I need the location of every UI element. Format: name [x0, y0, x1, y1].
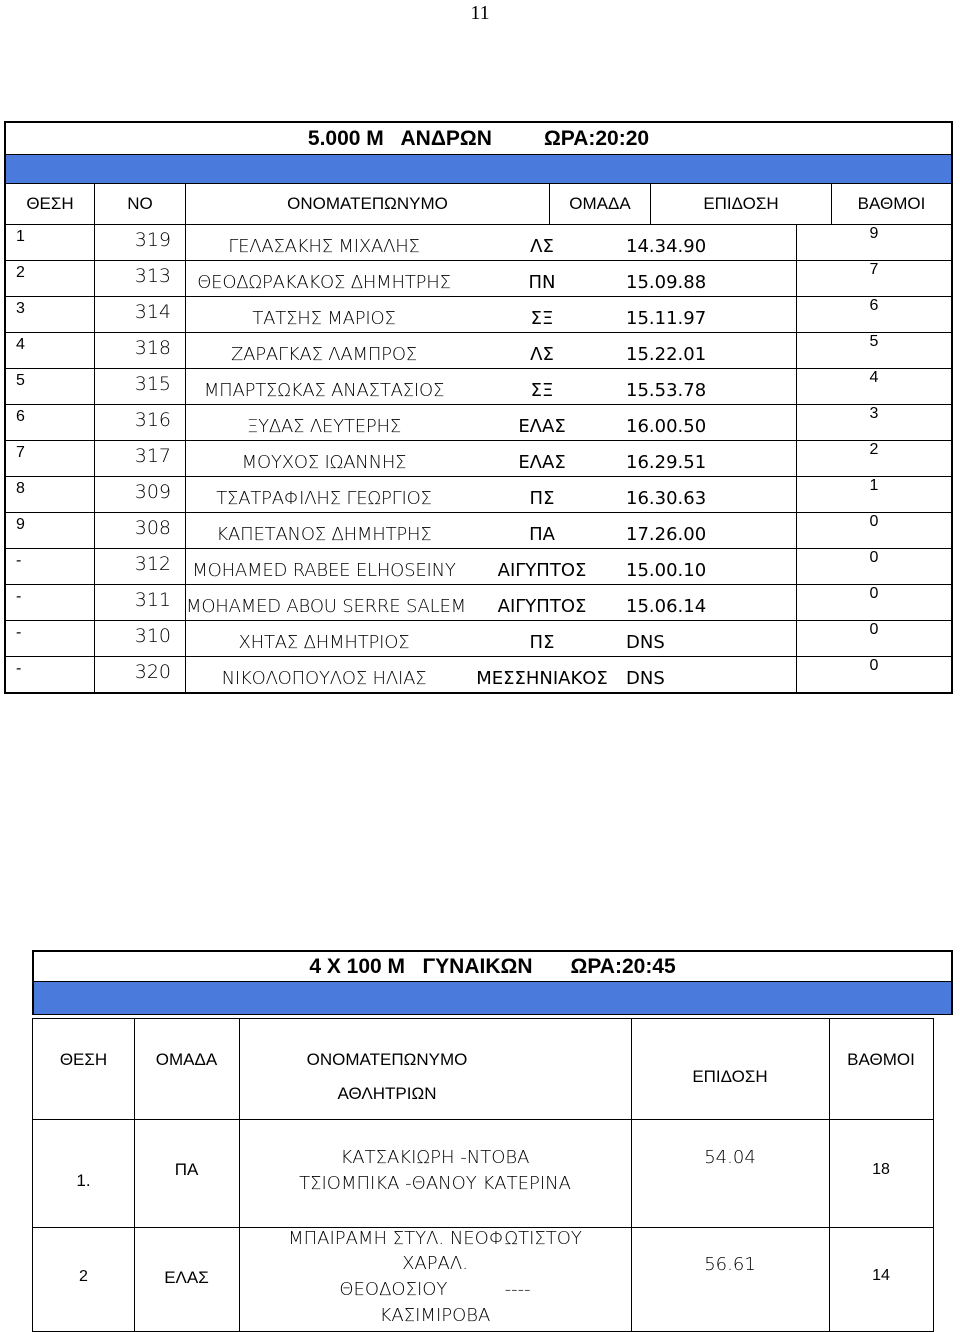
team-cell [462, 261, 622, 296]
header-name: ΟΝΟΜΑΤΕΠΩΝΥΜΟ [186, 184, 550, 224]
points-text: 6 [869, 297, 879, 314]
position-cell [6, 297, 95, 332]
relay-athletes-line: ΧΑΡΑΛ. [402, 1253, 468, 1274]
header-team: ΟΜΑΔΑ [550, 184, 651, 224]
header-number: ΝΟ [95, 184, 186, 224]
performance-cell [622, 549, 796, 584]
relay-team: ΠΑ [174, 1160, 199, 1179]
bib-number-cell [95, 549, 186, 584]
header-performance: ΕΠΙΔΟΣΗ [651, 184, 832, 224]
performance-cell [622, 225, 796, 260]
athlete-name-text: ΞΥΔΑΣ ΛΕΥΤΕΡΗΣ [246, 416, 402, 437]
performance-text: 16.30.63 [626, 488, 707, 509]
relay-row [33, 1119, 933, 1228]
position-cell [6, 549, 95, 584]
performance-cell [622, 333, 796, 368]
relay-header-team: ΟΜΑΔΑ [155, 1050, 218, 1069]
athlete-name-cell [186, 441, 462, 476]
points-cell [796, 369, 951, 404]
team-text: ΑΙΓΥΠΤΟΣ [497, 560, 587, 581]
points-cell [796, 585, 951, 620]
points-text: 0 [869, 657, 879, 674]
results-table-4x100m [32, 1018, 934, 1332]
position-cell [6, 333, 95, 368]
relay-athletes-line: ΘΕΟΔΟΣΙΟΥ ---- [339, 1279, 531, 1300]
points-cell [796, 261, 951, 296]
relay-header-position: ΘΕΣΗ [59, 1050, 108, 1069]
result-row [6, 477, 951, 513]
relay-header-names-line1: ΟΝΟΜΑΤΕΠΩΝΥΜΟ [306, 1050, 468, 1069]
position-cell [6, 657, 95, 692]
athlete-name-text: ΜΟΥΧΟΣ ΙΩΑΝΝΗΣ [241, 452, 407, 473]
points-text: 4 [869, 369, 879, 386]
result-row [6, 333, 951, 369]
team-cell [462, 333, 622, 368]
bib-number-text: 309 [134, 481, 171, 503]
bib-number-cell [95, 405, 186, 440]
points-text: 9 [869, 225, 879, 242]
points-text: 2 [869, 441, 879, 458]
team-text: ΕΛΑΣ [518, 452, 566, 473]
relay-event-time: ΩΡΑ:20:45 [570, 955, 676, 978]
bib-number-cell [95, 225, 186, 260]
team-cell [462, 549, 622, 584]
points-cell [796, 405, 951, 440]
athlete-name-text: ΓΕΛΑΣΑΚΗΣ ΜΙΧΑΛΗΣ [228, 236, 420, 257]
performance-text: 16.00.50 [626, 416, 707, 437]
team-cell [462, 297, 622, 332]
points-cell [796, 333, 951, 368]
result-row [6, 225, 951, 261]
event-title [6, 123, 951, 155]
position-cell [6, 225, 95, 260]
team-text: ΛΣ [530, 344, 554, 365]
performance-text: 17.26.00 [626, 524, 707, 545]
bib-number-cell [95, 657, 186, 692]
relay-position: 2 [79, 1268, 88, 1285]
athlete-name-text: ΤΣΑΤΡΑΦΙΛΗΣ ΓΕΩΡΓΙΟΣ [216, 488, 432, 509]
position-text: 4 [16, 336, 25, 353]
performance-text: DNS [626, 632, 665, 653]
athlete-name-text: ΜΠΑΡΤΣΩΚΑΣ ΑΝΑΣΤΑΣΙΟΣ [203, 380, 445, 401]
athlete-name-cell [186, 405, 462, 440]
relay-athletes-line: ΚΑΤΣΑΚΙΩΡΗ -ΝΤΟΒΑ [340, 1147, 530, 1168]
relay-blue-separator-bar [32, 982, 953, 1015]
event-name: 5.000 Μ ΑΝΔΡΩΝ [307, 127, 492, 150]
athlete-name-cell [186, 369, 462, 404]
athlete-name-text: ΖΑΡΑΓΚΑΣ ΛΑΜΠΡΟΣ [231, 344, 417, 365]
position-text: 2 [16, 264, 25, 281]
performance-text: 15.00.10 [626, 560, 707, 581]
bib-number-cell [95, 333, 186, 368]
performance-cell [622, 585, 796, 620]
position-text: 3 [16, 300, 25, 317]
performance-cell [622, 621, 796, 656]
bib-number-cell [95, 513, 186, 548]
team-cell [462, 441, 622, 476]
team-text: ΛΣ [530, 236, 554, 257]
performance-cell [622, 441, 796, 476]
team-text: ΑΙΓΥΠΤΟΣ [497, 596, 587, 617]
bib-number-cell [95, 441, 186, 476]
team-cell [462, 477, 622, 512]
athlete-name-cell [186, 585, 466, 620]
bib-number-cell [95, 261, 186, 296]
athlete-name-text: ΝΙΚΟΛΟΠΟΥΛΟΣ ΗΛΙΑΣ [221, 668, 427, 689]
result-row [6, 369, 951, 405]
results-table-5000m [4, 121, 953, 694]
performance-cell [622, 261, 796, 296]
points-cell [796, 549, 951, 584]
points-cell [796, 441, 951, 476]
points-text: 1 [869, 477, 879, 494]
athlete-name-cell [186, 549, 462, 584]
relay-athletes-line: ΜΠΑΙΡΑΜΗ ΣΤΥΛ. ΝΕΟΦΩΤΙΣΤΟΥ [288, 1228, 582, 1249]
points-text: 0 [869, 549, 879, 566]
bib-number-text: 308 [134, 517, 171, 539]
team-text: ΣΞ [530, 308, 554, 329]
result-row [6, 657, 951, 692]
performance-text: 15.11.97 [626, 308, 707, 329]
result-row [6, 621, 951, 657]
page-number: 11 [470, 2, 490, 24]
position-text: 7 [16, 444, 25, 461]
team-cell [462, 657, 622, 692]
bib-number-text: 318 [134, 337, 171, 359]
team-text: ΜΕΣΣΗΝΙΑΚΟΣ [476, 668, 608, 689]
performance-cell [622, 405, 796, 440]
team-text: ΠΣ [529, 488, 555, 509]
team-text: ΕΛΑΣ [518, 416, 566, 437]
position-text: 5 [16, 372, 25, 389]
position-cell [6, 441, 95, 476]
team-cell [462, 225, 622, 260]
team-text: ΠΣ [529, 632, 555, 653]
team-cell [462, 405, 622, 440]
bib-number-cell [95, 585, 186, 620]
athlete-name-text: ΘΕΟΔΩΡΑΚΑΚΟΣ ΔΗΜΗΤΡΗΣ [197, 272, 451, 293]
relay-points: 14 [872, 1267, 890, 1284]
athlete-name-text: ΤΑΤΣΗΣ ΜΑΡΙΟΣ [252, 308, 396, 329]
position-cell [6, 621, 95, 656]
athlete-name-text: ΧΗΤΑΣ ΔΗΜΗΤΡΙΟΣ [238, 632, 410, 653]
athlete-name-cell [186, 333, 462, 368]
athlete-name-cell [186, 225, 462, 260]
performance-cell [622, 657, 796, 692]
position-text: - [16, 588, 22, 605]
relay-team: ΕΛΑΣ [164, 1268, 209, 1287]
performance-cell [622, 297, 796, 332]
team-cell [462, 585, 622, 620]
result-row [6, 297, 951, 333]
position-cell [6, 369, 95, 404]
relay-performance: 54.04 [704, 1147, 756, 1168]
position-cell [6, 477, 95, 512]
performance-text: DNS [626, 668, 665, 689]
relay-athletes-line: ΚΑΣΙΜΙΡΟΒΑ [379, 1305, 491, 1326]
bib-number-text: 311 [134, 589, 171, 611]
performance-text: 15.53.78 [626, 380, 707, 401]
bib-number-text: 319 [134, 229, 171, 251]
position-cell [6, 513, 95, 548]
position-cell [6, 405, 95, 440]
performance-text: 15.22.01 [626, 344, 707, 365]
relay-position: 1. [76, 1171, 91, 1190]
bib-number-text: 317 [134, 445, 171, 467]
bib-number-text: 320 [134, 661, 171, 683]
blue-separator-bar [6, 155, 951, 184]
header-position: ΘΕΣΗ [6, 184, 95, 224]
bib-number-cell [95, 621, 186, 656]
bib-number-text: 310 [134, 625, 171, 647]
performance-cell [622, 369, 796, 404]
performance-text: 15.06.14 [626, 596, 707, 617]
team-cell [462, 369, 622, 404]
performance-text: 15.09.88 [626, 272, 707, 293]
result-row [6, 405, 951, 441]
position-text: 1 [16, 228, 25, 245]
relay-header-names-line2: ΑΘΛΗΤΡΙΩΝ [337, 1084, 437, 1103]
performance-text: 14.34.90 [626, 236, 707, 257]
bib-number-text: 314 [134, 301, 171, 323]
relay-event-title [32, 950, 953, 982]
points-text: 0 [869, 621, 879, 638]
athlete-name-text: MOHAMED RABEE ELHOSEINY [192, 560, 456, 581]
performance-cell [622, 513, 796, 548]
relay-event-name: 4 Χ 100 Μ ΓΥΝΑΙΚΩΝ [309, 955, 533, 978]
points-text: 5 [869, 333, 879, 350]
performance-cell [622, 477, 796, 512]
athlete-name-cell [186, 261, 462, 296]
team-cell [462, 513, 622, 548]
position-text: 6 [16, 408, 25, 425]
performance-text: 16.29.51 [626, 452, 707, 473]
relay-table-header [33, 1019, 933, 1120]
athlete-name-text: ΚΑΠΕΤΑΝΟΣ ΔΗΜΗΤΡΗΣ [216, 524, 432, 545]
athlete-name-cell [186, 513, 462, 548]
position-text: 9 [16, 516, 25, 533]
result-row [6, 441, 951, 477]
relay-athletes-line: ΤΣΙΟΜΠΙΚΑ -ΘΑΝΟΥ ΚΑΤΕΡΙΝΑ [299, 1173, 571, 1194]
relay-performance: 56.61 [704, 1254, 756, 1275]
bib-number-text: 316 [134, 409, 171, 431]
result-row [6, 261, 951, 297]
athlete-name-cell [186, 621, 462, 656]
bib-number-text: 312 [134, 553, 171, 575]
points-cell [796, 297, 951, 332]
result-row [6, 513, 951, 549]
points-cell [796, 477, 951, 512]
points-text: 3 [869, 405, 879, 422]
header-points: ΒΑΘΜΟΙ [857, 194, 926, 213]
bib-number-text: 315 [134, 373, 171, 395]
points-cell [796, 657, 951, 692]
position-text: - [16, 624, 22, 641]
athlete-name-cell [186, 297, 462, 332]
position-text: - [16, 660, 22, 677]
position-text: 8 [16, 480, 25, 497]
result-row [6, 585, 951, 621]
points-cell [796, 621, 951, 656]
bib-number-text: 313 [134, 265, 171, 287]
points-cell [796, 513, 951, 548]
points-cell [796, 225, 951, 260]
points-text: 0 [869, 585, 879, 602]
athlete-name-cell [186, 657, 462, 692]
relay-points: 18 [872, 1161, 890, 1178]
athlete-name-text: MOHAMED ABOU SERRE SALEM [186, 596, 466, 617]
relay-header-points: ΒΑΘΜΟΙ [847, 1050, 915, 1069]
team-text: ΣΞ [530, 380, 554, 401]
points-text: 0 [869, 513, 879, 530]
bib-number-cell [95, 297, 186, 332]
position-cell [6, 585, 95, 620]
bib-number-cell [95, 477, 186, 512]
position-text: - [16, 552, 22, 569]
bib-number-cell [95, 369, 186, 404]
team-cell [462, 621, 622, 656]
points-text: 7 [869, 261, 879, 278]
relay-header-performance: ΕΠΙΔΟΣΗ [692, 1067, 768, 1086]
athlete-name-cell [186, 477, 462, 512]
relay-row [33, 1227, 933, 1331]
table-header [6, 184, 951, 225]
team-text: ΠΝ [528, 272, 556, 293]
position-cell [6, 261, 95, 296]
team-text: ΠΑ [529, 524, 555, 545]
event-time: ΩΡΑ:20:20 [543, 127, 650, 150]
result-row [6, 549, 951, 585]
